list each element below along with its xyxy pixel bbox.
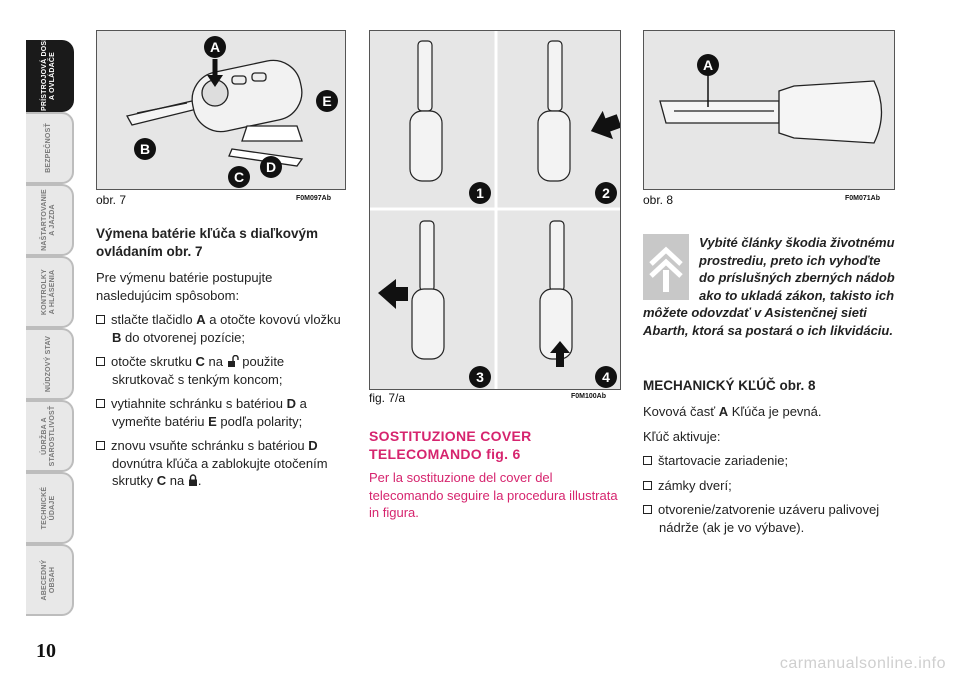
checkbox-bullet [96,315,105,324]
svg-text:A: A [209,39,221,55]
figure-mechanical-key [643,30,895,190]
remote-key-illustration [97,31,346,190]
label-e [316,90,338,112]
list-item: otvorenie/zatvorenie uzáveru palivovej nádrže (ak je vo výbave). [643,501,895,536]
step-1 [469,182,491,204]
mechanical-key-p2: Kľúč aktivuje: [643,428,721,444]
figure-remote-key [96,30,346,190]
tab-kontrolky[interactable]: KONTROLKY A HLÁSENIA [26,256,74,328]
figure-cover-steps [369,30,621,390]
checkbox-bullet [96,399,105,408]
checkbox-bullet [96,357,105,366]
cover-text: Per la sostituzione del cover del telecomando seguire la procedura illustrata in figura. [369,470,618,520]
fig8-code: F0M071Ab [845,195,881,202]
fig7-caption: obr. 7 [96,193,127,207]
warning-text: Vybité články škodia životnému prostrediu, preto ich vyhoďte do príslušných zberných nádob ako to ukladá zákon, takisto ich môžete odovzdať v Asistenčnej sieti Abarth, ktorá sa postará o ich likvidáciu. [643,235,895,338]
column-mechanical-key [643,234,895,543]
list-item: zámky dverí; [643,477,895,495]
checkbox-bullet [643,456,652,465]
svg-text:3: 3 [476,369,484,385]
lock-icon [188,474,198,486]
page-number: 10 [36,640,56,662]
svg-text:4: 4 [602,369,610,385]
column-battery-replacement [96,225,348,497]
svg-text:A: A [702,57,714,73]
cover-heading: SOSTITUZIONE COVER TELECOMANDO fig. 6 [369,428,532,462]
tab-technicke-udaje[interactable]: TECHNICKÉ ÚDAJE [26,472,74,544]
step-4 [595,366,617,388]
tab-bezpecnost[interactable]: BEZPEČNOSŤ [26,112,74,184]
list-item: znovu vsuňte schránku s batériou D dovnútra kľúča a zablokujte otočením skrutky C na . [96,437,348,490]
unlock-icon [227,355,239,367]
svg-text:D: D [265,159,277,175]
tab-udrzba[interactable]: ÚDRŽBA A STAROSTLIVOSŤ [26,400,74,472]
svg-text:B: B [139,141,151,157]
tab-pristrojova-doska[interactable]: PRÍSTROJOVÁ DOSKA A OVLÁDAČE [26,40,74,112]
tab-nudzovy-stav[interactable]: NÚDZOVÝ STAV [26,328,74,400]
mechanical-key-illustration [644,31,895,190]
chapter-tabs [0,0,84,677]
column-cover-replacement [369,427,621,529]
checkbox-bullet [643,481,652,490]
label-a [204,36,226,58]
cover-steps-illustration [370,31,621,390]
tab-abecedny-obsah[interactable]: ABECEDNÝ OBSAH [26,544,74,616]
label-a [697,54,719,76]
fig7a-caption: fig. 7/a [369,391,406,405]
label-c [228,166,250,188]
tab-nastartovanie[interactable]: NAŠTARTOVANIE A JAZDA [26,184,74,256]
svg-text:1: 1 [476,185,484,201]
mechanical-key-heading: MECHANICKÝ KĽÚČ obr. 8 [643,378,816,393]
battery-heading: Výmena batérie kľúča s diaľkovým ovládaním obr. 7 [96,226,319,259]
fig8-caption: obr. 8 [643,193,674,207]
fig7-code: F0M097Ab [296,195,332,202]
step-3 [469,366,491,388]
list-item: štartovacie zariadenie; [643,452,895,470]
svg-text:2: 2 [602,185,610,201]
fig7a-code: F0M100Ab [571,393,607,400]
list-item: vytiahnite schránku s batériou D a vymeňte batériu E podľa polarity; [96,395,348,430]
list-item: otočte skrutku C na použite skrutkovač s tenkým koncom; [96,353,348,388]
checkbox-bullet [643,505,652,514]
battery-intro: Pre výmenu batérie postupujte nasledujúcim spôsobom: [96,270,273,303]
svg-text:C: C [233,169,245,185]
list-item: stlačte tlačidlo A a otočte kovovú vložku B do otvorenej pozície; [96,311,348,346]
environment-warning [643,234,895,339]
step-2 [595,182,617,204]
mechanical-key-p1: Kovová časť A Kľúča je pevná. [643,404,822,419]
label-d [260,156,282,178]
checkbox-bullet [96,441,105,450]
watermark: carmanualsonline.info [779,655,946,672]
label-b [134,138,156,160]
svg-text:E: E [322,93,332,109]
recycle-warning-icon [643,234,689,300]
